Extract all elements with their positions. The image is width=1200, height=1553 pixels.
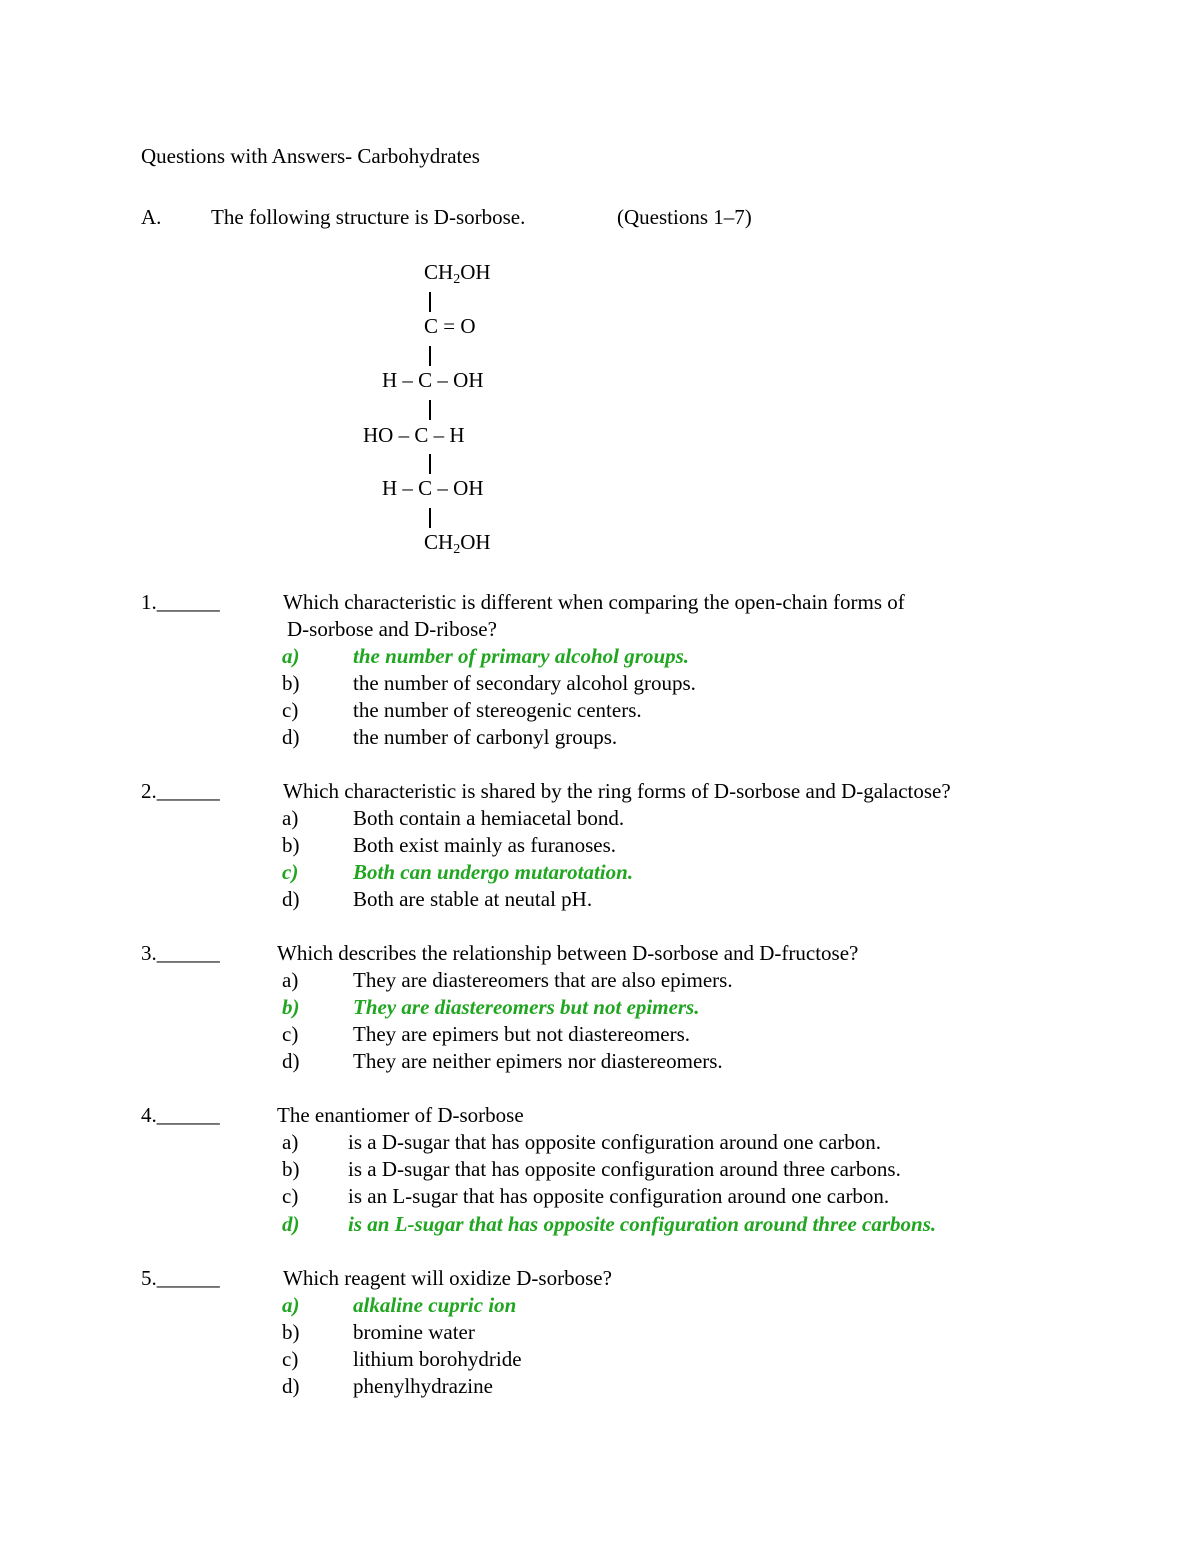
option-text: the number of secondary alcohol groups. — [353, 671, 696, 695]
option-letter: c) — [282, 1347, 299, 1371]
structure-bond-2 — [429, 344, 431, 368]
structure-bottom-ch: CH — [424, 530, 454, 554]
structure-bottom-subscript: 2 — [453, 542, 461, 557]
structure-bond-4 — [429, 452, 431, 476]
option-text: Both are stable at neutal pH. — [353, 887, 593, 911]
option-letter: b) — [282, 671, 300, 695]
option-letter: b) — [282, 833, 300, 857]
option-letter-correct: d) — [282, 1212, 300, 1236]
option-text: They are diastereomers that are also epimers. — [353, 968, 733, 992]
option-letter: d) — [282, 725, 300, 749]
option-text: They are neither epimers nor diastereomers. — [353, 1049, 723, 1073]
structure-row-4: HO – C – H — [363, 423, 465, 447]
option-text: the number of carbonyl groups. — [353, 725, 618, 749]
question-number: 2.______ — [141, 779, 220, 803]
question-number: 5.______ — [141, 1266, 220, 1290]
option-text-correct: They are diastereomers but not epimers. — [353, 995, 700, 1019]
structure-bond-3 — [429, 398, 431, 422]
structure-bottom-oh: OH — [460, 530, 491, 554]
structure-bottom-ch2oh — [424, 530, 491, 562]
question-stem: Which characteristic is shared by the ring forms of D-sorbose and D-galactose? — [283, 779, 951, 803]
structure-top-ch: CH — [424, 260, 454, 284]
option-letter: a) — [282, 1130, 299, 1154]
option-text: bromine water — [353, 1320, 475, 1344]
option-letter-correct: a) — [282, 644, 300, 668]
option-letter: d) — [282, 1049, 300, 1073]
question-stem-line-2: D-sorbose and D-ribose? — [287, 617, 497, 641]
structure-row-3: H – C – OH — [382, 368, 484, 392]
option-text-correct: alkaline cupric ion — [353, 1293, 517, 1317]
question-number: 1.______ — [141, 590, 220, 614]
option-letter: a) — [282, 968, 299, 992]
option-letter-correct: b) — [282, 995, 300, 1019]
structure-bond-5 — [429, 506, 431, 530]
question-number: 4.______ — [141, 1103, 220, 1127]
structure-carbonyl: C = O — [424, 314, 476, 338]
option-text-correct: the number of primary alcohol groups. — [353, 644, 690, 668]
option-letter: b) — [282, 1320, 300, 1344]
page-title: Questions with Answers- Carbohydrates — [141, 144, 480, 168]
structure-row-5: H – C – OH — [382, 476, 484, 500]
option-text: is a D-sugar that has opposite configuration around three carbons. — [348, 1157, 901, 1181]
question-stem: Which reagent will oxidize D-sorbose? — [283, 1266, 612, 1290]
option-text: They are epimers but not diastereomers. — [353, 1022, 691, 1046]
option-letter: c) — [282, 698, 299, 722]
option-text: is a D-sugar that has opposite configuration around one carbon. — [348, 1130, 882, 1154]
option-letter: d) — [282, 1374, 300, 1398]
section-letter: A. — [141, 205, 162, 229]
question-stem: The enantiomer of D-sorbose — [277, 1103, 524, 1127]
option-text-correct: is an L-sugar that has opposite configuration around three carbons. — [348, 1212, 937, 1236]
section-intro: The following structure is D-sorbose. — [211, 205, 526, 229]
option-letter: c) — [282, 1022, 299, 1046]
option-text: lithium borohydride — [353, 1347, 522, 1371]
option-letter-correct: a) — [282, 1293, 300, 1317]
question-stem: Which characteristic is different when comparing the open-chain forms of — [283, 590, 905, 614]
option-text: Both contain a hemiacetal bond. — [353, 806, 625, 830]
option-text-correct: Both can undergo mutarotation. — [353, 860, 634, 884]
option-letter-correct: c) — [282, 860, 299, 884]
option-text: is an L-sugar that has opposite configuration around one carbon. — [348, 1184, 890, 1208]
option-letter: b) — [282, 1157, 300, 1181]
structure-top-subscript: 2 — [453, 272, 461, 287]
question-number: 3.______ — [141, 941, 220, 965]
section-question-range: (Questions 1–7) — [617, 205, 752, 229]
option-letter: a) — [282, 806, 299, 830]
structure-top-ch2oh — [424, 260, 491, 292]
option-text: the number of stereogenic centers. — [353, 698, 642, 722]
option-text: Both exist mainly as furanoses. — [353, 833, 617, 857]
option-letter: c) — [282, 1184, 299, 1208]
option-letter: d) — [282, 887, 300, 911]
option-text: phenylhydrazine — [353, 1374, 493, 1398]
structure-bond-1 — [429, 290, 431, 314]
structure-top-oh: OH — [460, 260, 491, 284]
question-stem: Which describes the relationship between D-sorbose and D-fructose? — [277, 941, 859, 965]
